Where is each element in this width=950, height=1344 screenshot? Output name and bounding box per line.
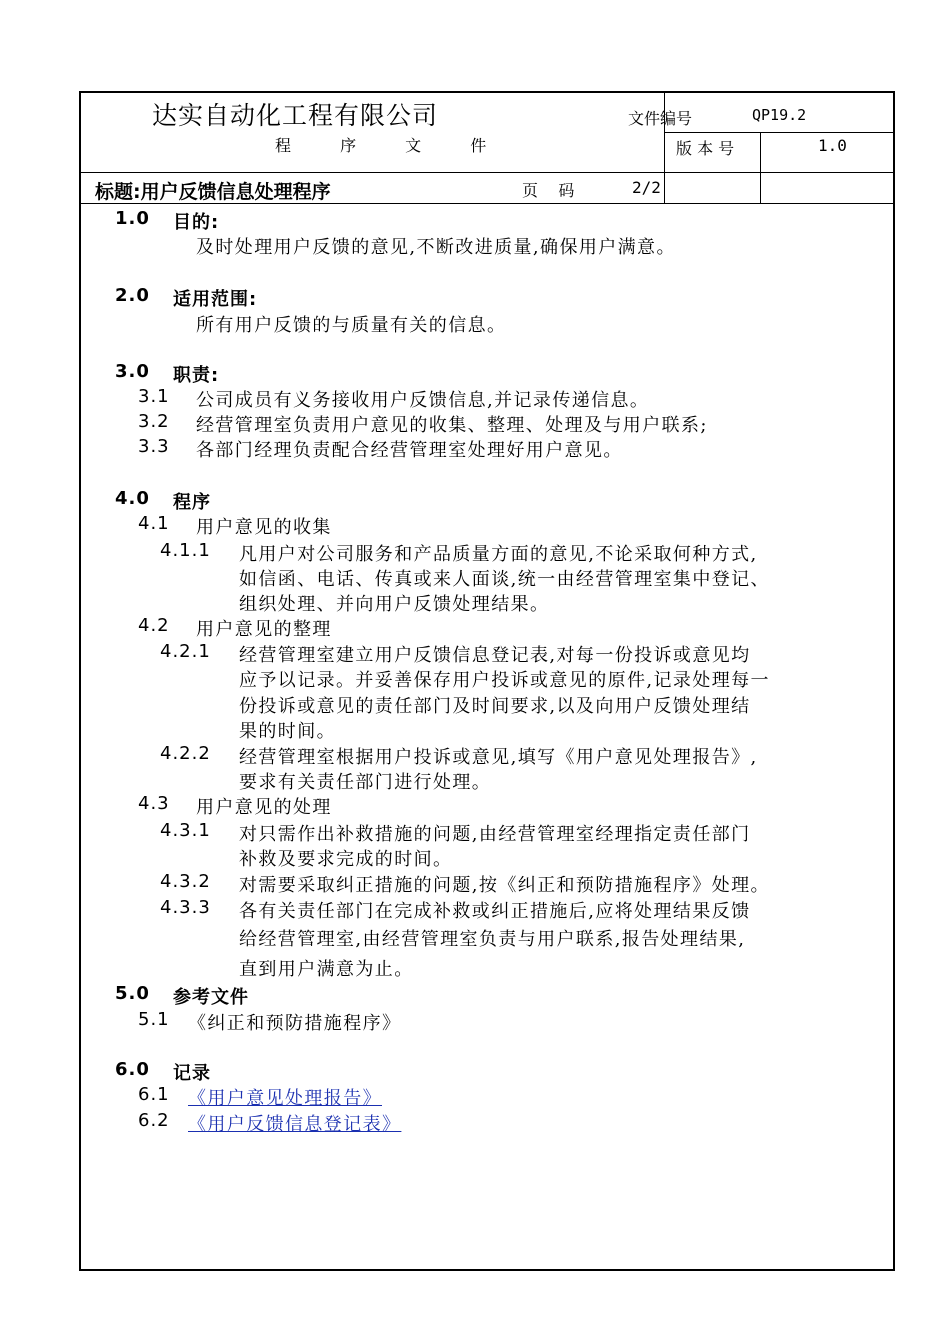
section-3-number: 3.0 [115,361,150,382]
version-label: 版 本 号 [676,139,735,158]
file-no-value: QP19.2 [752,106,807,124]
page-value: 2/2 [632,178,661,197]
document-title: 标题:用户反馈信息处理程序 [95,181,331,203]
version-value: 1.0 [818,136,847,155]
header-divider-1 [79,172,895,173]
item-4-3-text: 用户意见的处理 [196,797,332,818]
item-4-3-2-line: 对需要采取纠正措施的问题,按《纠正和预防措施程序》处理。 [239,875,770,896]
item-4-1-number: 4.1 [138,513,170,534]
record-link-user-feedback-report[interactable]: 《用户意见处理报告》 [188,1088,382,1109]
section-1-title: 目的: [173,212,220,233]
item-5-1-text: 《纠正和预防措施程序》 [188,1013,402,1034]
section-1-number: 1.0 [115,208,150,229]
item-4-3-2-number: 4.3.2 [160,871,211,892]
item-4-2-2-line: 经营管理室根据用户投诉或意见,填写《用户意见处理报告》, [239,747,758,768]
item-3-3-text: 各部门经理负责配合经营管理室处理好用户意见。 [196,440,623,461]
item-4-1-1-line: 组织处理、并向用户反馈处理结果。 [239,594,550,615]
company-name: 达实自动化工程有限公司 [152,101,439,130]
header-divider-right [664,132,895,133]
section-4-title: 程序 [173,492,211,513]
item-4-2-1-line: 应予以记录。并妥善保存用户投诉或意见的原件,记录处理每一 [239,670,770,691]
section-6-number: 6.0 [115,1059,150,1080]
item-4-3-3-number: 4.3.3 [160,897,211,918]
item-4-3-3-line: 直到用户满意为止。 [239,959,414,980]
section-3-title: 职责: [173,365,220,386]
item-4-1-text: 用户意见的收集 [196,517,332,538]
item-3-2-number: 3.2 [138,411,170,432]
item-5-1-number: 5.1 [138,1009,170,1030]
item-4-2-1-number: 4.2.1 [160,641,211,662]
item-6-1-number: 6.1 [138,1084,170,1105]
item-4-3-1-line: 补救及要求完成的时间。 [239,849,453,870]
section-5-title: 参考文件 [173,987,249,1008]
item-3-1-text: 公司成员有义务接收用户反馈信息,并记录传递信息。 [196,390,650,411]
item-4-3-1-number: 4.3.1 [160,820,211,841]
item-3-1-number: 3.1 [138,386,170,407]
item-4-1-1-number: 4.1.1 [160,540,211,561]
item-6-2-number: 6.2 [138,1110,170,1131]
section-2-text: 所有用户反馈的与质量有关的信息。 [196,315,507,336]
item-4-2-2-number: 4.2.2 [160,743,211,764]
doc-type: 程 序 文 件 [275,136,509,155]
file-no-label: 文件编号 [628,109,693,128]
item-4-3-number: 4.3 [138,793,170,814]
section-2-title: 适用范围: [173,289,258,310]
section-4-number: 4.0 [115,488,150,509]
page-label: 页 码 [522,181,575,200]
item-4-1-1-line: 如信函、电话、传真或来人面谈,统一由经营管理室集中登记、 [239,569,770,590]
header-col-2 [760,132,761,203]
item-4-2-1-line: 份投诉或意见的责任部门及时间要求,以及向用户反馈处理结 [239,696,751,717]
item-4-2-text: 用户意见的整理 [196,619,332,640]
section-2-number: 2.0 [115,285,150,306]
item-3-3-number: 3.3 [138,436,170,457]
item-4-3-3-line: 给经营管理室,由经营管理室负责与用户联系,报告处理结果, [239,929,746,950]
item-4-1-1-line: 凡用户对公司服务和产品质量方面的意见,不论采取何种方式, [239,544,758,565]
section-1-text: 及时处理用户反馈的意见,不断改进质量,确保用户满意。 [196,237,676,258]
item-4-2-2-line: 要求有关责任部门进行处理。 [239,772,492,793]
item-4-2-1-line: 经营管理室建立用户反馈信息登记表,对每一份投诉或意见均 [239,645,751,666]
record-link-feedback-register[interactable]: 《用户反馈信息登记表》 [188,1114,402,1135]
section-5-number: 5.0 [115,983,150,1004]
section-6-title: 记录 [173,1063,211,1084]
item-4-3-3-line: 各有关责任部门在完成补救或纠正措施后,应将处理结果反馈 [239,901,751,922]
item-4-2-1-line: 果的时间。 [239,721,336,742]
item-4-3-1-line: 对只需作出补救措施的问题,由经营管理室经理指定责任部门 [239,824,751,845]
item-4-2-number: 4.2 [138,615,170,636]
item-3-2-text: 经营管理室负责用户意见的收集、整理、处理及与用户联系; [196,415,708,436]
